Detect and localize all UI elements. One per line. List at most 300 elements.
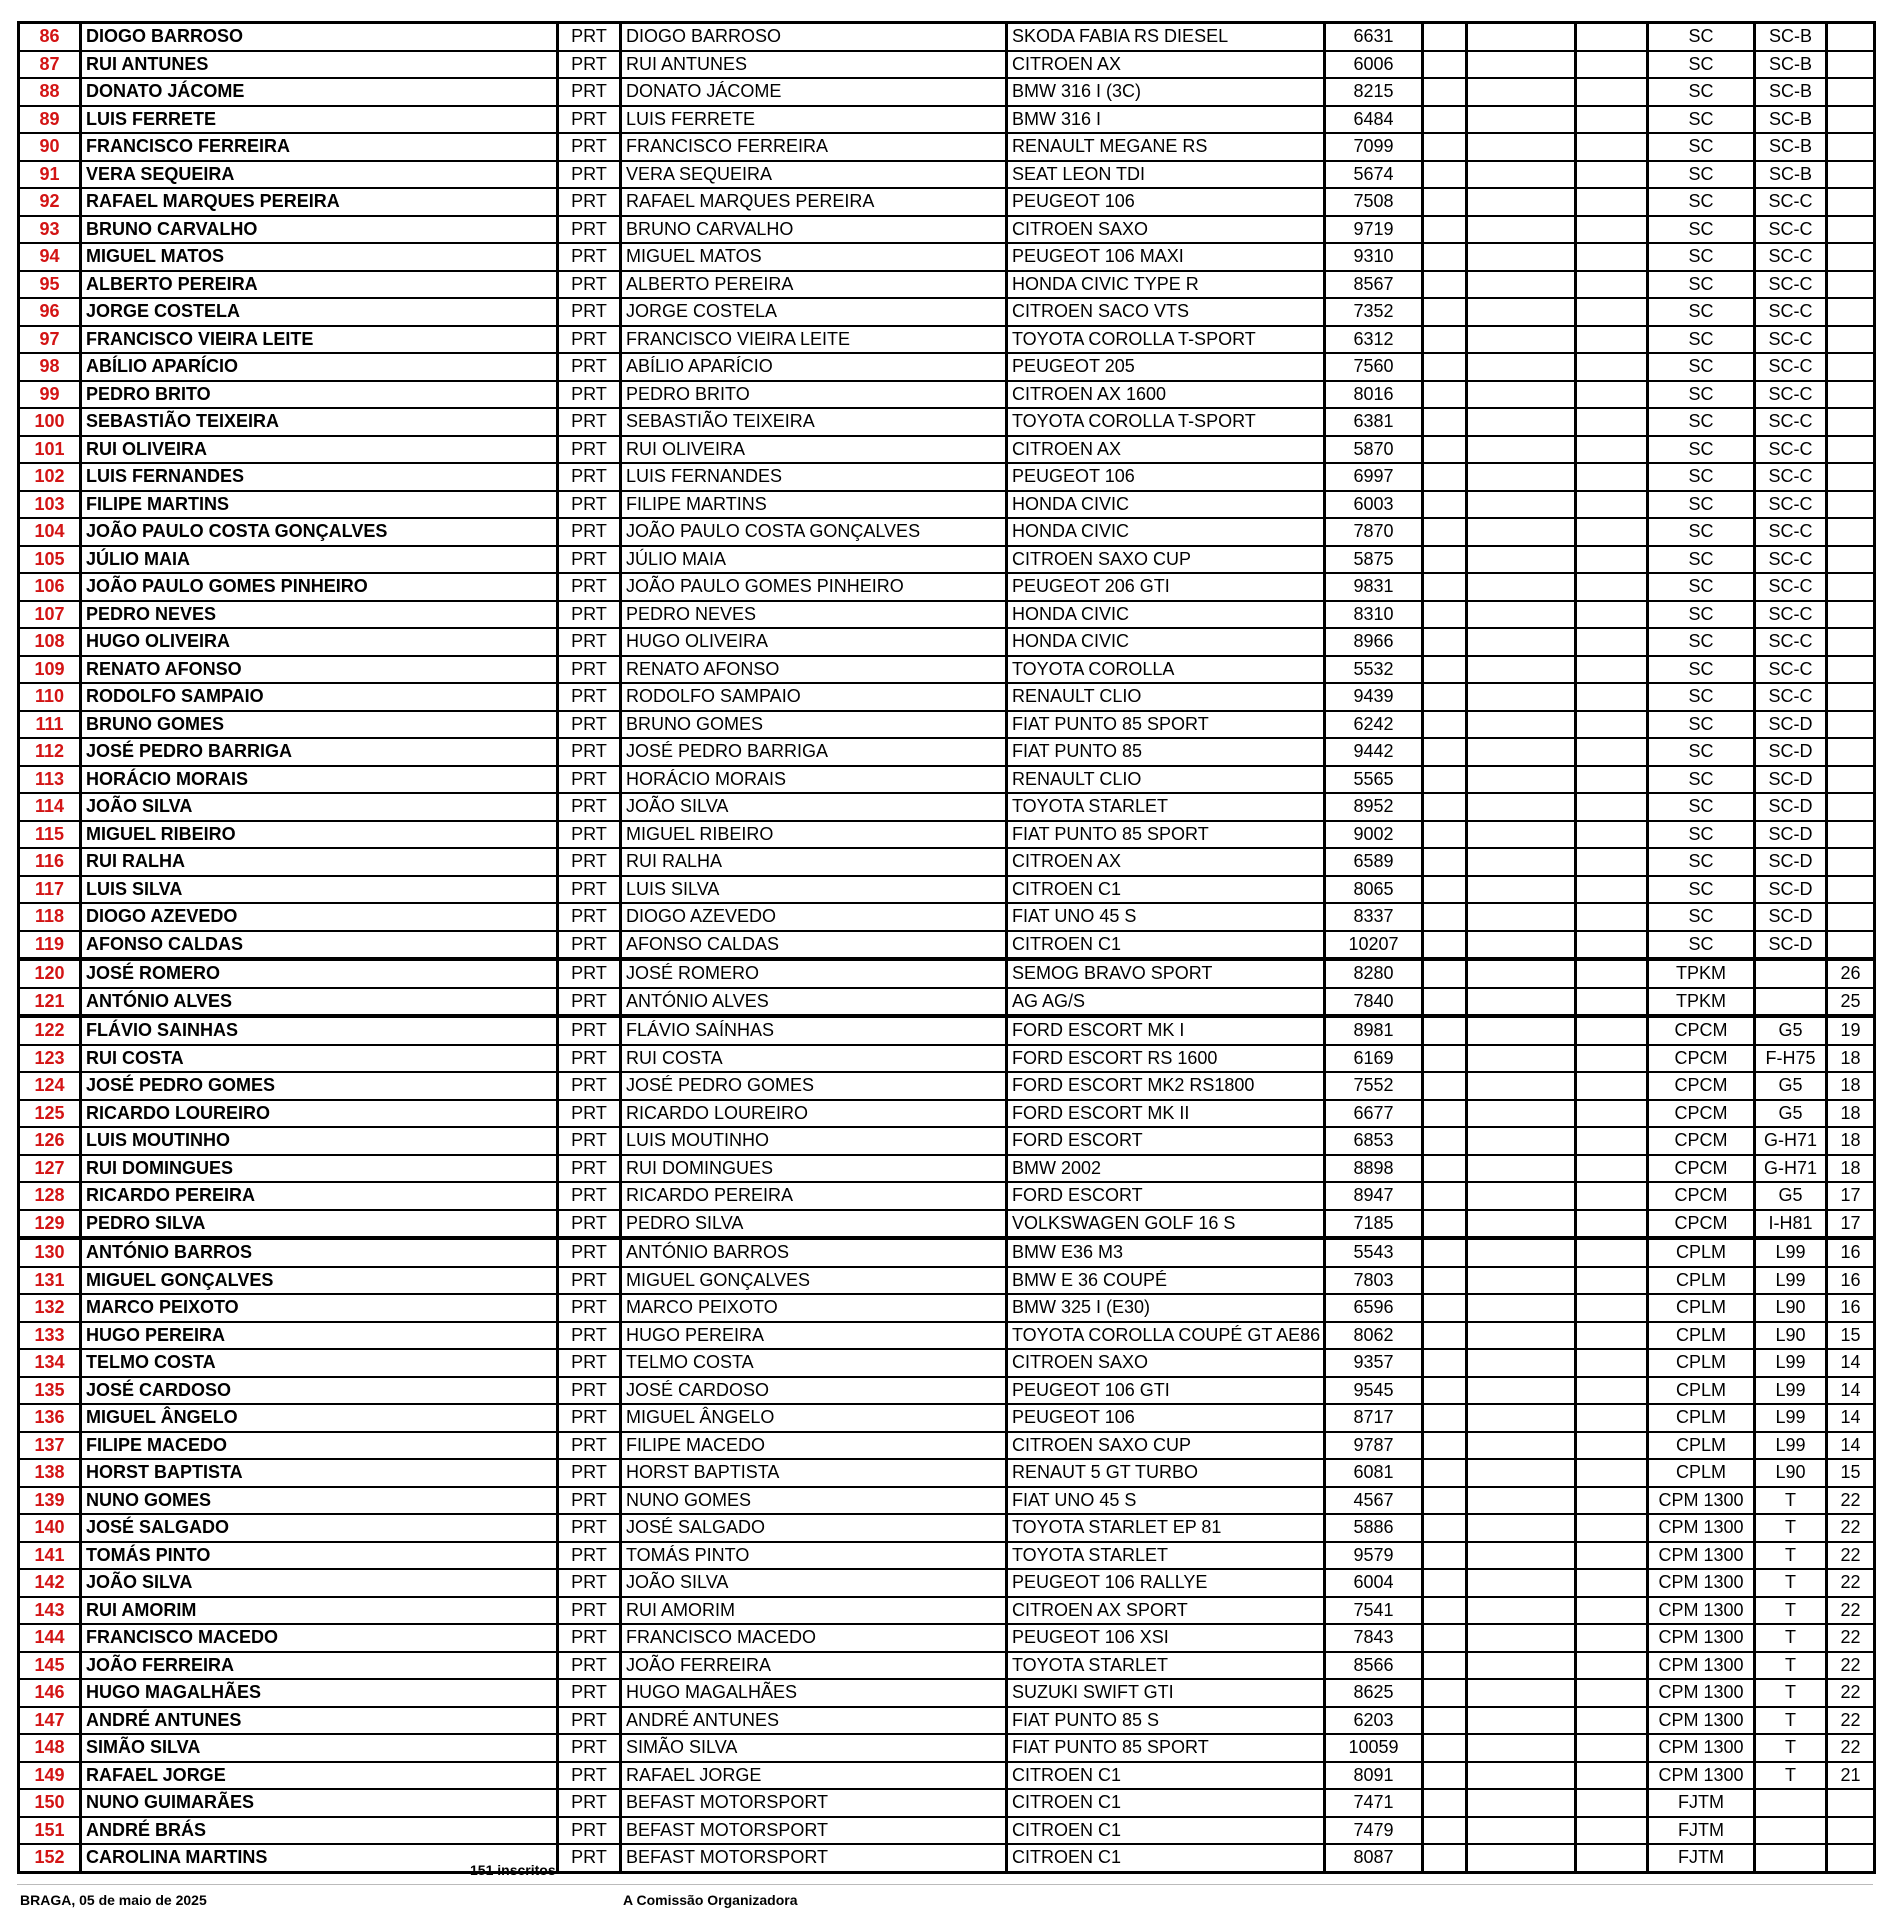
group: 22: [1827, 1487, 1875, 1515]
category: CPM 1300: [1648, 1597, 1755, 1625]
car-model: TOYOTA STARLET: [1007, 1652, 1325, 1680]
entry-list: [17, 21, 1873, 1874]
extra-cell-2: [1467, 1072, 1576, 1100]
category: SC: [1648, 683, 1755, 711]
extra-cell-3: [1576, 1569, 1648, 1597]
category: SC: [1648, 298, 1755, 326]
category: SC: [1648, 326, 1755, 354]
extra-cell-1: [1423, 271, 1467, 299]
table-row: [19, 1072, 1875, 1100]
class: [1755, 1817, 1827, 1845]
table-row: [19, 1734, 1875, 1762]
driver-name: RUI DOMINGUES: [81, 1155, 558, 1183]
driver-name: PEDRO SILVA: [81, 1210, 558, 1239]
car-model: CITROEN AX: [1007, 51, 1325, 79]
entry-number: 146: [19, 1679, 81, 1707]
license-number: 7099: [1325, 133, 1423, 161]
nationality: PRT: [558, 1349, 621, 1377]
nationality: PRT: [558, 793, 621, 821]
co-driver-name: RAFAEL JORGE: [621, 1762, 1007, 1790]
car-model: BMW E36 M3: [1007, 1238, 1325, 1267]
extra-cell-2: [1467, 243, 1576, 271]
extra-cell-3: [1576, 1377, 1648, 1405]
group: 17: [1827, 1210, 1875, 1239]
car-model: FORD ESCORT: [1007, 1182, 1325, 1210]
car-model: PEUGEOT 106: [1007, 1404, 1325, 1432]
license-number: 4567: [1325, 1487, 1423, 1515]
license-number: 8337: [1325, 903, 1423, 931]
table-row: [19, 1624, 1875, 1652]
table-row: [19, 1404, 1875, 1432]
category: CPLM: [1648, 1432, 1755, 1460]
car-model: CITROEN SACO VTS: [1007, 298, 1325, 326]
driver-name: RUI COSTA: [81, 1045, 558, 1073]
co-driver-name: HUGO PEREIRA: [621, 1322, 1007, 1350]
group: 18: [1827, 1155, 1875, 1183]
extra-cell-2: [1467, 298, 1576, 326]
table-row: [19, 656, 1875, 684]
entry-number: 102: [19, 463, 81, 491]
co-driver-name: DIOGO AZEVEDO: [621, 903, 1007, 931]
nationality: PRT: [558, 243, 621, 271]
entry-number: 134: [19, 1349, 81, 1377]
group: 22: [1827, 1652, 1875, 1680]
table-row: [19, 1377, 1875, 1405]
extra-cell-2: [1467, 848, 1576, 876]
extra-cell-1: [1423, 683, 1467, 711]
group: [1827, 1817, 1875, 1845]
license-number: 9357: [1325, 1349, 1423, 1377]
entry-number: 97: [19, 326, 81, 354]
license-number: 5543: [1325, 1238, 1423, 1267]
category: SC: [1648, 51, 1755, 79]
group: [1827, 353, 1875, 381]
class: SC-C: [1755, 243, 1827, 271]
extra-cell-1: [1423, 1127, 1467, 1155]
car-model: TOYOTA STARLET: [1007, 793, 1325, 821]
nationality: PRT: [558, 106, 621, 134]
entry-number: 131: [19, 1267, 81, 1295]
extra-cell-2: [1467, 1182, 1576, 1210]
extra-cell-1: [1423, 78, 1467, 106]
entry-number: 101: [19, 436, 81, 464]
nationality: PRT: [558, 1707, 621, 1735]
license-number: 5870: [1325, 436, 1423, 464]
car-model: BMW E 36 COUPÉ: [1007, 1267, 1325, 1295]
co-driver-name: LUIS MOUTINHO: [621, 1127, 1007, 1155]
group: 14: [1827, 1377, 1875, 1405]
driver-name: JOÃO PAULO COSTA GONÇALVES: [81, 518, 558, 546]
driver-name: BRUNO GOMES: [81, 711, 558, 739]
license-number: 9579: [1325, 1542, 1423, 1570]
entry-number: 113: [19, 766, 81, 794]
extra-cell-2: [1467, 216, 1576, 244]
table-row: [19, 683, 1875, 711]
nationality: PRT: [558, 1817, 621, 1845]
license-number: 9831: [1325, 573, 1423, 601]
table-row: [19, 381, 1875, 409]
driver-name: SEBASTIÃO TEIXEIRA: [81, 408, 558, 436]
entry-number: 121: [19, 988, 81, 1017]
nationality: PRT: [558, 711, 621, 739]
entry-number: 114: [19, 793, 81, 821]
entry-number: 138: [19, 1459, 81, 1487]
driver-name: JOSÉ ROMERO: [81, 959, 558, 988]
class: [1755, 988, 1827, 1017]
license-number: 7552: [1325, 1072, 1423, 1100]
extra-cell-2: [1467, 1100, 1576, 1128]
car-model: TOYOTA COROLLA T-SPORT: [1007, 326, 1325, 354]
co-driver-name: RENATO AFONSO: [621, 656, 1007, 684]
entry-number: 130: [19, 1238, 81, 1267]
group: [1827, 656, 1875, 684]
extra-cell-2: [1467, 1459, 1576, 1487]
extra-cell-3: [1576, 408, 1648, 436]
nationality: PRT: [558, 491, 621, 519]
nationality: PRT: [558, 188, 621, 216]
class: G5: [1755, 1072, 1827, 1100]
table-row: [19, 216, 1875, 244]
group: [1827, 793, 1875, 821]
co-driver-name: SEBASTIÃO TEIXEIRA: [621, 408, 1007, 436]
extra-cell-1: [1423, 738, 1467, 766]
class: SC-D: [1755, 766, 1827, 794]
extra-cell-3: [1576, 821, 1648, 849]
extra-cell-2: [1467, 903, 1576, 931]
extra-cell-2: [1467, 408, 1576, 436]
group: 25: [1827, 988, 1875, 1017]
category: CPLM: [1648, 1404, 1755, 1432]
category: CPM 1300: [1648, 1652, 1755, 1680]
class: SC-D: [1755, 903, 1827, 931]
extra-cell-3: [1576, 1734, 1648, 1762]
nationality: PRT: [558, 656, 621, 684]
license-number: 6484: [1325, 106, 1423, 134]
driver-name: SIMÃO SILVA: [81, 1734, 558, 1762]
category: TPKM: [1648, 988, 1755, 1017]
extra-cell-2: [1467, 1016, 1576, 1045]
license-number: 5886: [1325, 1514, 1423, 1542]
extra-cell-2: [1467, 463, 1576, 491]
table-row: [19, 1349, 1875, 1377]
class: T: [1755, 1734, 1827, 1762]
extra-cell-1: [1423, 931, 1467, 960]
extra-cell-1: [1423, 656, 1467, 684]
class: L99: [1755, 1432, 1827, 1460]
group: [1827, 51, 1875, 79]
car-model: FIAT PUNTO 85: [1007, 738, 1325, 766]
extra-cell-3: [1576, 1127, 1648, 1155]
category: CPLM: [1648, 1377, 1755, 1405]
entry-number: 126: [19, 1127, 81, 1155]
car-model: BMW 316 I (3C): [1007, 78, 1325, 106]
car-model: TOYOTA STARLET: [1007, 1542, 1325, 1570]
extra-cell-1: [1423, 1210, 1467, 1239]
table-row: [19, 711, 1875, 739]
extra-cell-1: [1423, 381, 1467, 409]
class: SC-D: [1755, 711, 1827, 739]
extra-cell-1: [1423, 601, 1467, 629]
class: SC-C: [1755, 656, 1827, 684]
nationality: PRT: [558, 1377, 621, 1405]
nationality: PRT: [558, 326, 621, 354]
nationality: PRT: [558, 931, 621, 960]
extra-cell-3: [1576, 106, 1648, 134]
extra-cell-2: [1467, 1624, 1576, 1652]
extra-cell-2: [1467, 1322, 1576, 1350]
nationality: PRT: [558, 353, 621, 381]
entry-number: 119: [19, 931, 81, 960]
category: SC: [1648, 133, 1755, 161]
group: [1827, 1789, 1875, 1817]
class: SC-C: [1755, 573, 1827, 601]
license-number: 9002: [1325, 821, 1423, 849]
car-model: CITROEN C1: [1007, 876, 1325, 904]
driver-name: MIGUEL RIBEIRO: [81, 821, 558, 849]
table-row: [19, 1844, 1875, 1872]
license-number: 6596: [1325, 1294, 1423, 1322]
extra-cell-3: [1576, 188, 1648, 216]
co-driver-name: BRUNO CARVALHO: [621, 216, 1007, 244]
class: T: [1755, 1679, 1827, 1707]
class: L99: [1755, 1404, 1827, 1432]
license-number: 7471: [1325, 1789, 1423, 1817]
extra-cell-3: [1576, 546, 1648, 574]
class: SC-C: [1755, 436, 1827, 464]
group: 22: [1827, 1597, 1875, 1625]
license-number: 5532: [1325, 656, 1423, 684]
nationality: PRT: [558, 1210, 621, 1239]
class: L90: [1755, 1294, 1827, 1322]
co-driver-name: JOSÉ PEDRO GOMES: [621, 1072, 1007, 1100]
entry-number: 151: [19, 1817, 81, 1845]
group: [1827, 463, 1875, 491]
class: T: [1755, 1707, 1827, 1735]
driver-name: TELMO COSTA: [81, 1349, 558, 1377]
co-driver-name: BRUNO GOMES: [621, 711, 1007, 739]
driver-name: NUNO GUIMARÃES: [81, 1789, 558, 1817]
extra-cell-3: [1576, 738, 1648, 766]
group: 26: [1827, 959, 1875, 988]
category: CPM 1300: [1648, 1514, 1755, 1542]
category: CPM 1300: [1648, 1487, 1755, 1515]
co-driver-name: JORGE COSTELA: [621, 298, 1007, 326]
license-number: 6381: [1325, 408, 1423, 436]
extra-cell-1: [1423, 133, 1467, 161]
car-model: CITROEN SAXO CUP: [1007, 1432, 1325, 1460]
class: G5: [1755, 1182, 1827, 1210]
group: [1827, 903, 1875, 931]
extra-cell-2: [1467, 1542, 1576, 1570]
table-row: [19, 1210, 1875, 1239]
extra-cell-2: [1467, 1762, 1576, 1790]
category: CPM 1300: [1648, 1624, 1755, 1652]
car-model: CITROEN AX: [1007, 436, 1325, 464]
driver-name: JOSÉ SALGADO: [81, 1514, 558, 1542]
table-row: [19, 1597, 1875, 1625]
car-model: BMW 316 I: [1007, 106, 1325, 134]
entry-number: 112: [19, 738, 81, 766]
extra-cell-1: [1423, 1734, 1467, 1762]
co-driver-name: MIGUEL RIBEIRO: [621, 821, 1007, 849]
co-driver-name: JOSÉ ROMERO: [621, 959, 1007, 988]
car-model: CITROEN C1: [1007, 1844, 1325, 1872]
co-driver-name: ANTÓNIO ALVES: [621, 988, 1007, 1017]
extra-cell-3: [1576, 793, 1648, 821]
car-model: CITROEN C1: [1007, 1762, 1325, 1790]
group: [1827, 408, 1875, 436]
extra-cell-2: [1467, 821, 1576, 849]
extra-cell-3: [1576, 1624, 1648, 1652]
nationality: PRT: [558, 601, 621, 629]
extra-cell-1: [1423, 1377, 1467, 1405]
extra-cell-2: [1467, 1789, 1576, 1817]
license-number: 8898: [1325, 1155, 1423, 1183]
group: 18: [1827, 1127, 1875, 1155]
extra-cell-2: [1467, 1734, 1576, 1762]
group: [1827, 23, 1875, 51]
license-number: 5565: [1325, 766, 1423, 794]
extra-cell-1: [1423, 1707, 1467, 1735]
class: T: [1755, 1652, 1827, 1680]
table-row: [19, 959, 1875, 988]
co-driver-name: RICARDO PEREIRA: [621, 1182, 1007, 1210]
extra-cell-3: [1576, 1072, 1648, 1100]
car-model: SEAT LEON TDI: [1007, 161, 1325, 189]
nationality: PRT: [558, 1569, 621, 1597]
extra-cell-3: [1576, 326, 1648, 354]
license-number: 6997: [1325, 463, 1423, 491]
category: CPLM: [1648, 1349, 1755, 1377]
nationality: PRT: [558, 1844, 621, 1872]
car-model: TOYOTA COROLLA COUPÉ GT AE86: [1007, 1322, 1325, 1350]
extra-cell-3: [1576, 573, 1648, 601]
class: [1755, 1844, 1827, 1872]
co-driver-name: SIMÃO SILVA: [621, 1734, 1007, 1762]
nationality: PRT: [558, 821, 621, 849]
extra-cell-3: [1576, 903, 1648, 931]
extra-cell-1: [1423, 1762, 1467, 1790]
entry-number: 144: [19, 1624, 81, 1652]
driver-name: RAFAEL JORGE: [81, 1762, 558, 1790]
group: [1827, 243, 1875, 271]
table-row: [19, 766, 1875, 794]
driver-name: RUI RALHA: [81, 848, 558, 876]
extra-cell-1: [1423, 1789, 1467, 1817]
co-driver-name: FLÁVIO SAÍNHAS: [621, 1016, 1007, 1045]
license-number: 7803: [1325, 1267, 1423, 1295]
table-row: [19, 436, 1875, 464]
extra-cell-2: [1467, 546, 1576, 574]
extra-cell-2: [1467, 1267, 1576, 1295]
co-driver-name: RICARDO LOUREIRO: [621, 1100, 1007, 1128]
extra-cell-1: [1423, 628, 1467, 656]
extra-cell-1: [1423, 546, 1467, 574]
car-model: CITROEN AX 1600: [1007, 381, 1325, 409]
entry-number: 90: [19, 133, 81, 161]
group: 18: [1827, 1072, 1875, 1100]
co-driver-name: JOSÉ SALGADO: [621, 1514, 1007, 1542]
group: [1827, 326, 1875, 354]
entry-number: 87: [19, 51, 81, 79]
driver-name: RICARDO LOUREIRO: [81, 1100, 558, 1128]
extra-cell-1: [1423, 1182, 1467, 1210]
nationality: PRT: [558, 1127, 621, 1155]
nationality: PRT: [558, 683, 621, 711]
extra-cell-1: [1423, 821, 1467, 849]
entries-body: [19, 23, 1875, 1873]
entry-number: 118: [19, 903, 81, 931]
extra-cell-3: [1576, 1100, 1648, 1128]
nationality: PRT: [558, 1652, 621, 1680]
co-driver-name: NUNO GOMES: [621, 1487, 1007, 1515]
extra-cell-1: [1423, 1652, 1467, 1680]
extra-cell-3: [1576, 518, 1648, 546]
extra-cell-1: [1423, 1155, 1467, 1183]
car-model: PEUGEOT 106 XSI: [1007, 1624, 1325, 1652]
table-row: [19, 988, 1875, 1017]
co-driver-name: JÚLIO MAIA: [621, 546, 1007, 574]
entry-number: 115: [19, 821, 81, 849]
nationality: PRT: [558, 381, 621, 409]
extra-cell-1: [1423, 463, 1467, 491]
co-driver-name: DONATO JÁCOME: [621, 78, 1007, 106]
extra-cell-1: [1423, 959, 1467, 988]
extra-cell-3: [1576, 353, 1648, 381]
category: SC: [1648, 766, 1755, 794]
extra-cell-3: [1576, 51, 1648, 79]
entry-number: 139: [19, 1487, 81, 1515]
car-model: HONDA CIVIC TYPE R: [1007, 271, 1325, 299]
extra-cell-3: [1576, 1707, 1648, 1735]
entry-number: 105: [19, 546, 81, 574]
class: T: [1755, 1514, 1827, 1542]
nationality: PRT: [558, 628, 621, 656]
extra-cell-2: [1467, 959, 1576, 988]
category: CPCM: [1648, 1210, 1755, 1239]
license-number: 8065: [1325, 876, 1423, 904]
extra-cell-1: [1423, 353, 1467, 381]
driver-name: PEDRO NEVES: [81, 601, 558, 629]
license-number: 9442: [1325, 738, 1423, 766]
nationality: PRT: [558, 271, 621, 299]
extra-cell-1: [1423, 326, 1467, 354]
category: CPLM: [1648, 1459, 1755, 1487]
extra-cell-1: [1423, 1514, 1467, 1542]
entry-number: 106: [19, 573, 81, 601]
class: T: [1755, 1762, 1827, 1790]
extra-cell-3: [1576, 1762, 1648, 1790]
extra-cell-2: [1467, 491, 1576, 519]
group: 15: [1827, 1322, 1875, 1350]
extra-cell-2: [1467, 1045, 1576, 1073]
extra-cell-3: [1576, 271, 1648, 299]
group: [1827, 683, 1875, 711]
nationality: PRT: [558, 1182, 621, 1210]
extra-cell-1: [1423, 491, 1467, 519]
co-driver-name: RUI DOMINGUES: [621, 1155, 1007, 1183]
driver-name: JORGE COSTELA: [81, 298, 558, 326]
license-number: 7843: [1325, 1624, 1423, 1652]
license-number: 8016: [1325, 381, 1423, 409]
car-model: SKODA FABIA RS DIESEL: [1007, 23, 1325, 51]
extra-cell-2: [1467, 271, 1576, 299]
nationality: PRT: [558, 959, 621, 988]
extra-cell-3: [1576, 1267, 1648, 1295]
entry-number: 128: [19, 1182, 81, 1210]
extra-cell-3: [1576, 1322, 1648, 1350]
nationality: PRT: [558, 1045, 621, 1073]
